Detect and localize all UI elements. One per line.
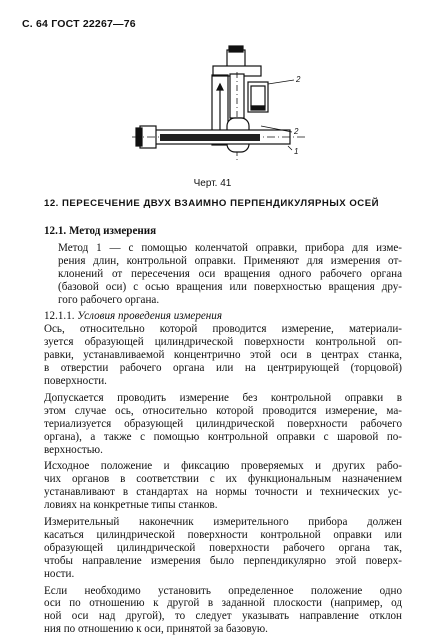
text-line: оси по отношению к другой в заданной плоскости (например, од [44,597,402,610]
text-line: чих органов в соответствии с их функциональным назначением [44,473,402,486]
paragraph-axis [44,323,402,388]
text-line: Измерительный наконечник измерительного прибора должен [44,516,402,529]
label-1: 1 [294,147,299,156]
subsection-title: Условия проведения измерения [77,310,223,323]
paragraph-probe [44,516,402,581]
paragraph-allowed [44,392,402,457]
label-2-upper: 2 [296,75,301,84]
label-2-lower: 2 [294,127,299,136]
text-line: касаться цилиндрической поверхности контрольной оправки или [44,528,402,541]
text-line: Если необходимо установить определенное положение одно [44,584,402,597]
text-line: Допускается проводить измерение без контрольной оправки в [44,391,402,404]
text-line: (базовой оси) с осью вращения или поверхностью вращения дру- [58,280,402,293]
text-line: чтобы направление измерения было перпендикулярно этой поверх- [44,554,402,567]
page-header: С. 64 ГОСТ 22267—76 [22,18,136,30]
text-line: зуется образующей цилиндрической поверхности контрольной оп- [44,336,402,349]
text-line: органа), а также с помощью контрольной оправки с шаровой по- [44,430,402,443]
paragraph-initial-position [44,460,402,512]
drawing-svg [130,42,320,177]
body-text [44,225,402,636]
text-line: ния по отношению к оси, принятой за базовую. [44,623,268,636]
subsection-12-1-1 [44,310,402,323]
text-line: Метод 1 — с помощью коленчатой оправки, прибора для изме- [58,241,402,254]
text-line: поверхности. [44,374,107,387]
paragraph-method [44,242,402,307]
text-line: Исходное положение и фиксацию проверяемых и других рабо- [44,460,402,473]
technical-drawing [130,42,320,177]
text-line: этом случае ось, относительно которой проводится измерение, ма- [44,404,402,417]
text-line: рения длин, контрольной оправки. Применяют для измерения от- [58,254,402,267]
paragraph-direction [44,585,402,636]
text-line: Ось, относительно которой проводится измерение, материали- [44,323,402,336]
text-line: клонений от пересечения оси вращения одного рабочего органа [58,267,402,280]
text-line: образующей цилиндрической поверхности рабочего органа так, [44,541,402,554]
subsection-12-1: 12.1. Метод измерения [44,225,157,237]
section-title: 12. ПЕРЕСЕЧЕНИЕ ДВУХ ВЗАИМНО ПЕРПЕНДИКУЛЯРНЫХ ОСЕЙ [44,198,380,209]
text-line: устанавливают в стандартах на нормы точности и технических ус- [44,486,402,499]
text-line: в отверстии рабочего органа или на центрирующей (торцовой) [44,362,402,375]
text-line: равки, устанавливаемой концентрично этой оси в центрах станка, [44,349,402,362]
text-line: ловиях на конкретные типы станков. [44,499,218,512]
text-line: ности. [44,567,75,580]
text-line: верхностью. [44,443,103,456]
text-line: териализуется образующей цилиндрической поверхности рабочего [44,417,402,430]
figure-caption: Черт. 41 [193,178,232,189]
text-line: ной оси над другой), то следует указывать направление отклон [44,610,402,623]
subsection-number: 12.1.1. [44,310,75,323]
text-line: гого рабочего органа. [58,293,160,306]
